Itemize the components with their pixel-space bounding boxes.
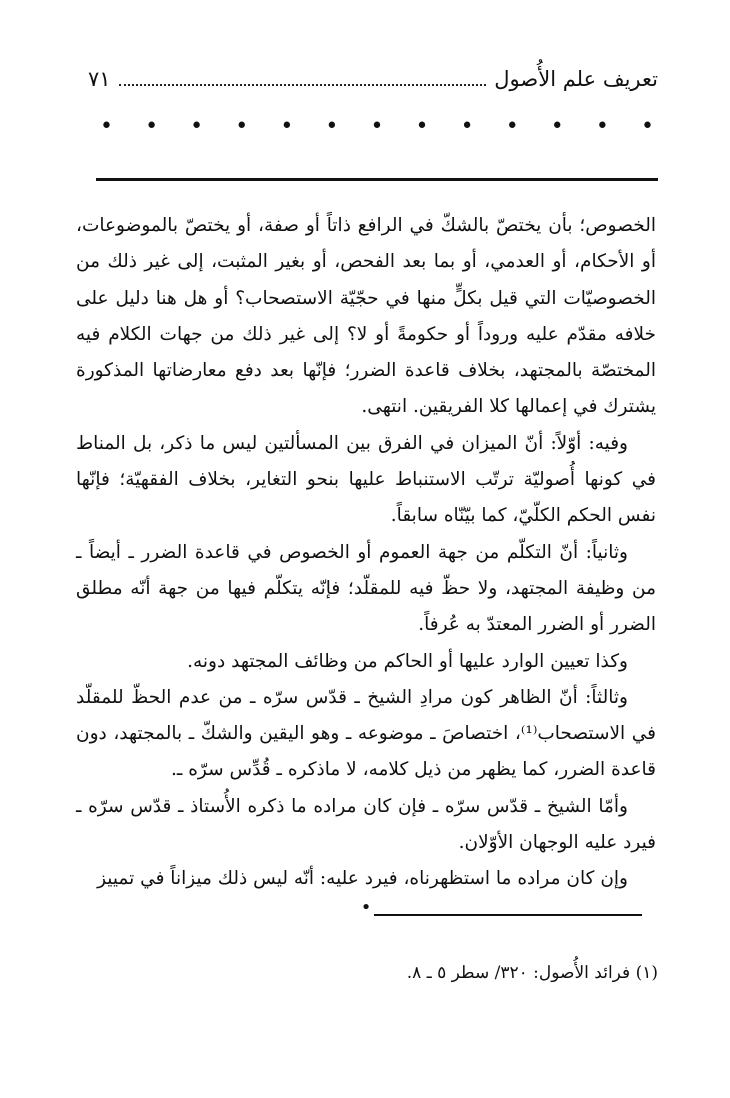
- leader-dots: [119, 72, 487, 86]
- decorative-dot-row: • • • • • • • • • • • • •: [100, 114, 654, 139]
- running-title: تعريف علم الأُصول: [494, 67, 658, 91]
- paragraph-3: وثانياً: أنّ التكلّم من جهة العموم أو الخصوص في قاعدة الضرر ـ أيضاً ـ من وظيفة المجتهد، ولا حظّ فيه للمقلّد؛ فإنّه يتكلّم فيها من جهة أنّه مطلق الضرر أو الضرر المعتدّ به عُرفاً.: [76, 541, 656, 636]
- running-header: [88, 62, 658, 96]
- stray-dot: •: [360, 896, 372, 918]
- header-rule: [96, 178, 658, 181]
- paragraph-6: وأمّا الشيخ ـ قدّس سرّه ـ فإن كان مراده ما ذكره الأُستاذ ـ قدّس سرّه ـ فيرد عليه الوجهان الأوّلان.: [76, 795, 656, 854]
- main-text: [76, 208, 656, 918]
- footnote-rule: [374, 914, 642, 916]
- paragraph-4: وكذا تعيين الوارد عليها أو الحاكم من وظائف المجتهد دونه.: [187, 650, 628, 672]
- paragraph-7: وإن كان مراده ما استظهرناه، فيرد عليه: أنّه ليس ذلك ميزاناً في تمييز: [97, 868, 628, 890]
- paragraph-2: وفيه: أوّلاً: أنّ الميزان في الفرق بين المسألتين ليس ما ذكر، بل المناط في كونها أُصوليّة ترتّب الاستنباط عليها بنحو التغاير، بخلاف الفقهيّة؛ فإنّها نفس الحكم الكلّيّ، كما بيّنّاه سابقاً.: [76, 432, 656, 527]
- page-number: ٧١: [88, 67, 111, 91]
- paragraph-5: وثالثاً: أنّ الظاهر كون مرادِ الشيخ ـ قدّس سرّه ـ من عدم الحظّ للمقلّد في الاستصحاب⁽¹⁾، اختصاصَ ـ موضوعه ـ وهو اليقين والشكّ ـ بالمجتهد، دون قاعدة الضرر، كما يظهر من ذيل كلامه، لا ماذكره ـ قُدِّس سرّه ـ.: [76, 686, 656, 781]
- footnote: (١) فرائد الأُصول: ٣٢٠/ سطر ٥ ـ ٨.: [406, 963, 658, 983]
- paragraph-1: الخصوص؛ بأن يختصّ بالشكّ في الرافع ذاتاً أو صفة، أو يختصّ بالموضوعات، أو الأحكام، أو العدمي، أو بما بعد الفحص، أو بغير المثبت، إلى غير ذلك من الخصوصيّات التي قيل بكلٍّ منها في حجّيّة الاستصحاب؟ أو هل هنا دليل على خلافه مقدّم عليه وروداً أو حكومةً أو لا؟ إلى غير ذلك من جهات الكلام فيه المختصّة بالمجتهد، بخلاف قاعدة الضرر؛ فإنّها بعد دفع معارضاتها المذكورة يشترك في إعمالها كلا الفريقين. انتهى.: [76, 215, 656, 418]
